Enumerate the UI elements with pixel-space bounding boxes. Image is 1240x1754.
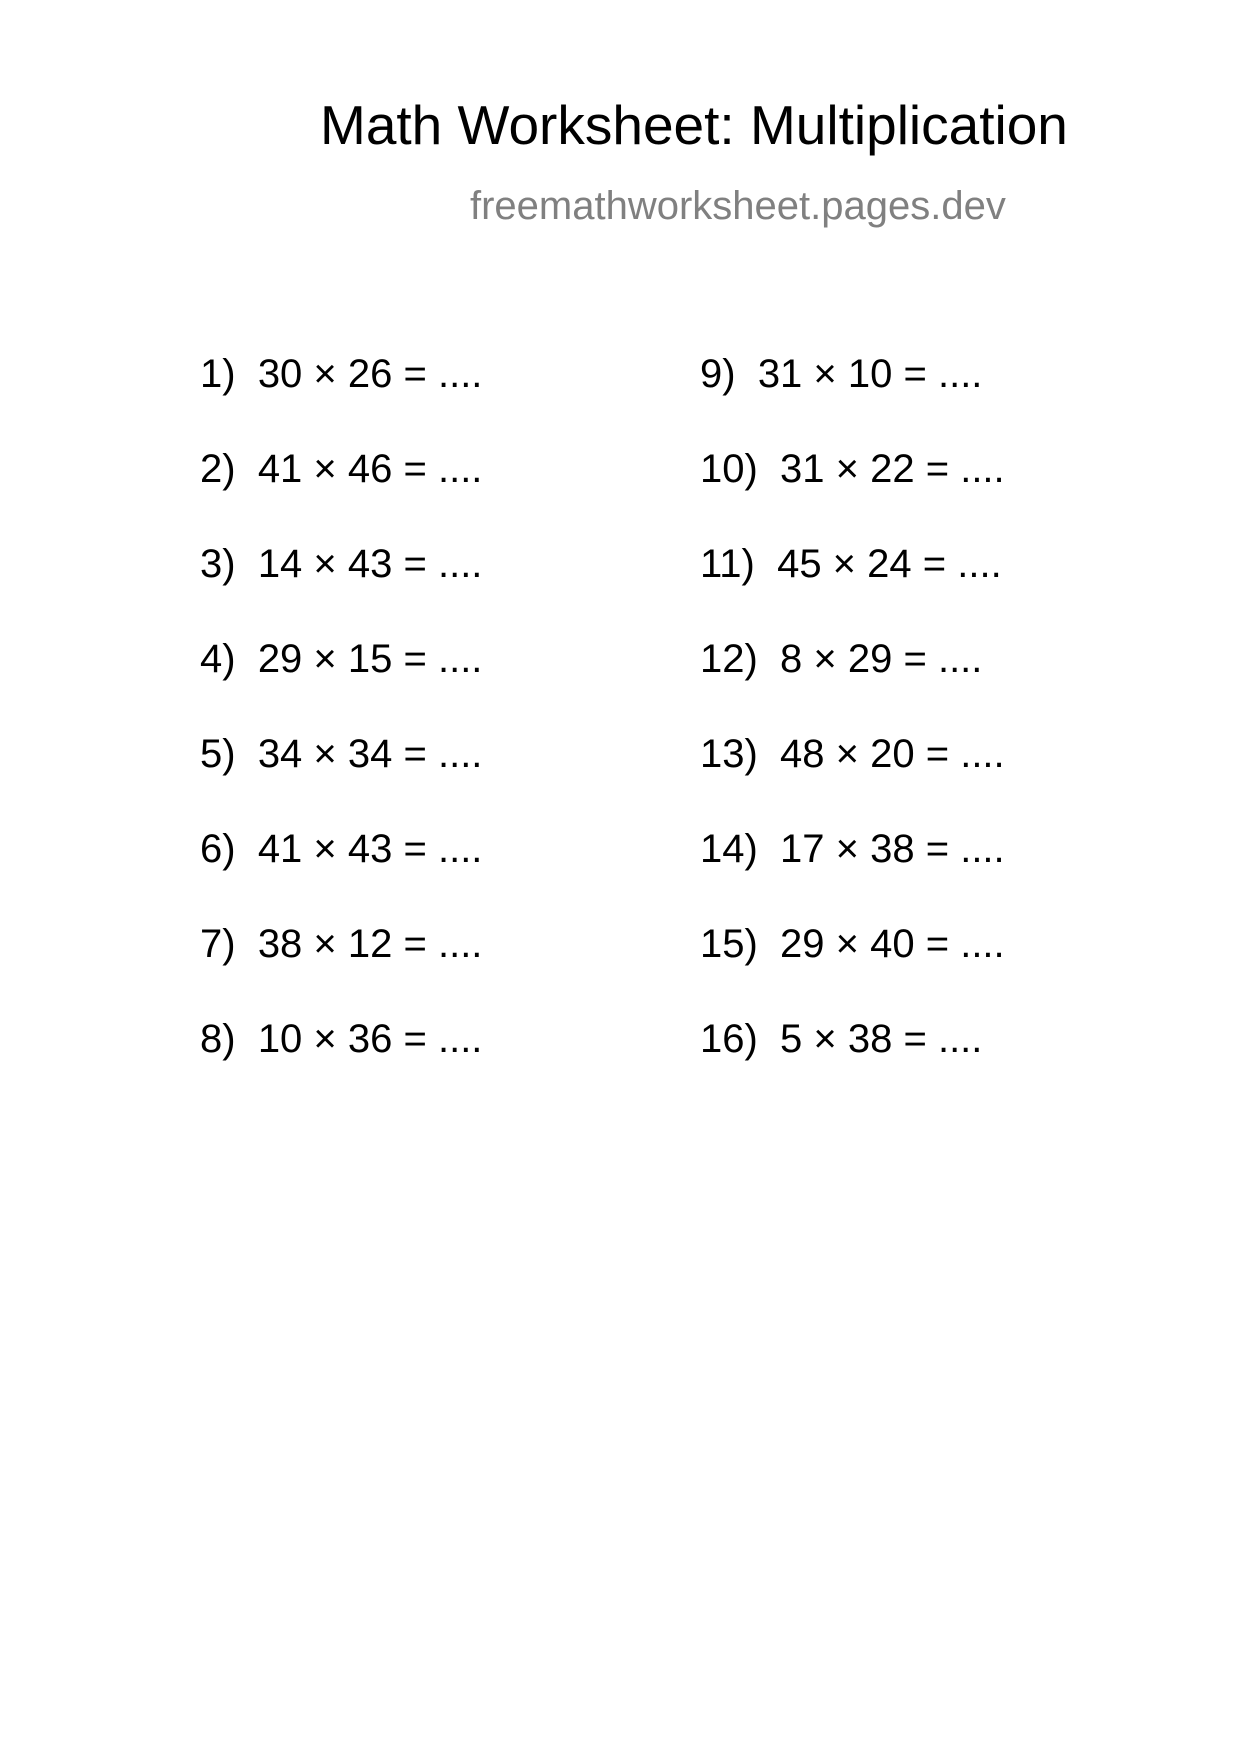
problem-expression: 45 × 24 = .... [777, 542, 1002, 586]
problem-number: 2) [200, 447, 236, 491]
problem-item [200, 354, 482, 449]
problem-number: 9) [700, 352, 736, 396]
problem-number: 12) [700, 637, 758, 681]
problem-number: 13) [700, 732, 758, 776]
problem-column-right [700, 354, 1005, 1114]
problem-expression: 14 × 43 = .... [257, 542, 483, 586]
problem-number: 7) [200, 922, 236, 966]
problem-number: 4) [200, 637, 236, 681]
problem-item [200, 924, 482, 1019]
problem-item [200, 829, 482, 924]
problem-item [700, 829, 1005, 924]
problem-item [200, 639, 482, 734]
problem-expression: 34 × 34 = .... [257, 732, 483, 776]
problem-expression: 48 × 20 = .... [780, 732, 1005, 776]
problem-number: 6) [200, 827, 236, 871]
problem-expression: 29 × 40 = .... [780, 922, 1005, 966]
problem-expression: 17 × 38 = .... [780, 827, 1005, 871]
problem-expression: 41 × 43 = .... [257, 827, 483, 871]
problem-expression: 8 × 29 = .... [780, 637, 983, 681]
problem-expression: 30 × 26 = .... [257, 352, 483, 396]
problem-expression: 10 × 36 = .... [257, 1017, 483, 1061]
problem-number: 14) [700, 827, 758, 871]
problem-number: 11) [700, 542, 755, 586]
problem-number: 3) [200, 542, 236, 586]
problem-number: 10) [700, 447, 758, 491]
problem-number: 15) [700, 922, 758, 966]
problem-item [700, 924, 1005, 1019]
problem-item [200, 734, 482, 829]
site-url: freemathworksheet.pages.dev [470, 184, 1006, 228]
problem-item [700, 639, 1005, 734]
problem-item [700, 1019, 1005, 1114]
problem-item [700, 449, 1005, 544]
page-title: Math Worksheet: Multiplication [320, 94, 1068, 156]
problem-item [200, 449, 482, 544]
problem-number: 5) [200, 732, 236, 776]
problem-expression: 5 × 38 = .... [780, 1017, 983, 1061]
problem-item [700, 544, 1005, 639]
problem-item [700, 734, 1005, 829]
problem-expression: 31 × 10 = .... [757, 352, 983, 396]
problem-number: 8) [200, 1017, 236, 1061]
problem-expression: 31 × 22 = .... [780, 447, 1005, 491]
problem-column-left [200, 354, 482, 1114]
problem-expression: 41 × 46 = .... [257, 447, 483, 491]
problem-item [200, 544, 482, 639]
problem-item [700, 354, 1005, 449]
problem-item [200, 1019, 482, 1114]
problem-expression: 38 × 12 = .... [257, 922, 483, 966]
problem-expression: 29 × 15 = .... [257, 637, 483, 681]
problem-number: 16) [700, 1017, 758, 1061]
problem-number: 1) [200, 352, 236, 396]
